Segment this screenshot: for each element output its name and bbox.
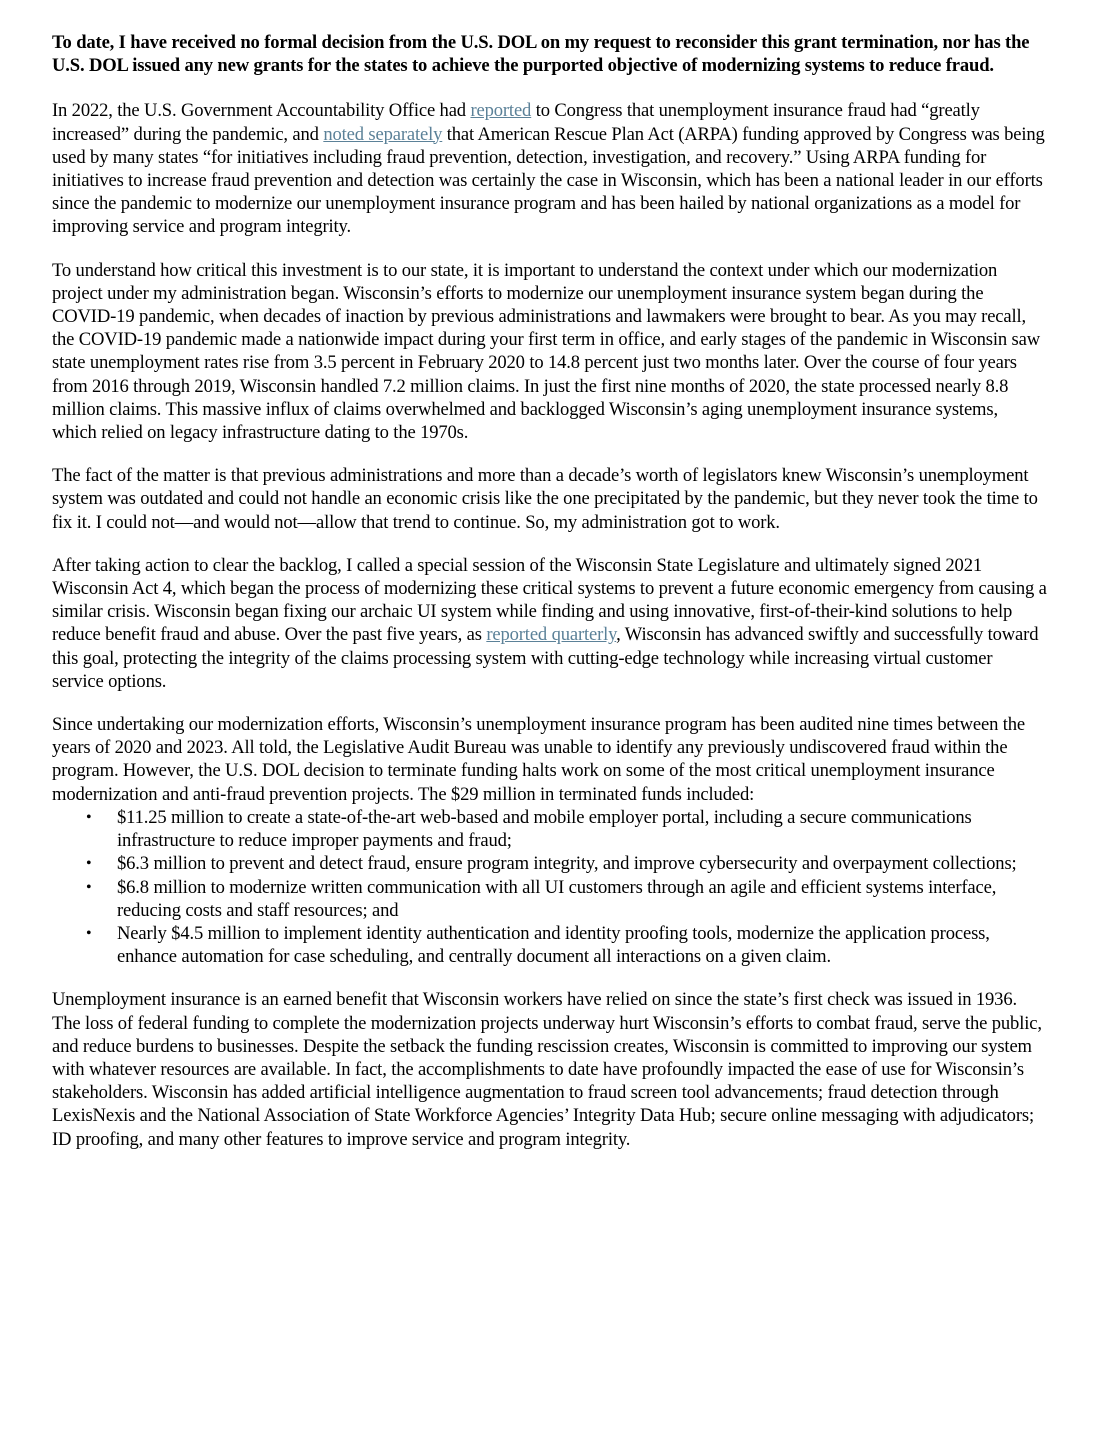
list-item-text: $6.3 million to prevent and detect fraud, ensure program integrity, and improve cybersecurity and overpayment collections; <box>117 853 1017 875</box>
paragraph-earned-benefit: Unemployment insurance is an earned benefit that Wisconsin workers have relied on since the state’s first check was issued in 1936. The loss of federal funding to complete the modernization projects underway hurt Wisconsin’s efforts to combat fraud, serve the public, and reduce burdens to businesses. Despite the setback the funding rescission creates, Wisconsin is committed to improving our system with whatever resources are available. In fact, the accomplishments to date have profoundly impacted the ease of use for Wisconsin’s stakeholders. Wisconsin has added artificial intelligence augmentation to fraud screen tool advancements; fraud detection through LexisNexis and the National Association of State Workforce Agencies’ Integrity Data Hub; secure online messaging with adjudicators; ID proofing, and many other features to improve service and program integrity. <box>52 989 1042 1150</box>
paragraph-audits: Since undertaking our modernization efforts, Wisconsin’s unemployment insurance program has been audited nine times between the years of 2020 and 2023. All told, the Legislative Audit Bureau was unable to identify any previously undiscovered fraud within the program. However, the U.S. DOL decision to terminate funding halts work on some of the most critical unemployment insurance modernization and anti-fraud prevention projects. The $29 million in terminated funds included: <box>52 714 1025 805</box>
reported-link[interactable]: reported <box>470 100 532 122</box>
paragraph-modernization-context: To understand how critical this investment is to our state, it is important to understand the context under which our modernization project under my administration began. Wisconsin’s efforts to modernize our unemployment insurance system began during the COVID-19 pandemic, when decades of inaction by previous administrations and lawmakers were brought to bear. As you may recall, the COVID-19 pandemic made a nationwide impact during your first term in office, and early stages of the pandemic in Wisconsin saw state unemployment rates rise from 3.5 percent in February 2020 to 14.8 percent just two months later. Over the course of four years from 2016 through 2019, Wisconsin handled 7.2 million claims. In just the first nine months of 2020, the state processed nearly 8.8 million claims. This massive influx of claims overwhelmed and backlogged Wisconsin’s aging unemployment insurance systems, which relied on legacy infrastructure dating to the 1970s. <box>52 259 1041 444</box>
list-item <box>52 852 1047 875</box>
bold-paragraph-no-decision: To date, I have received no formal decision from the U.S. DOL on my request to reconsider this grant termination, nor has the U.S. DOL issued any new grants for the states to achieve the purported objective of modernizing systems to reduce fraud. <box>52 32 1030 77</box>
terminated-funds-list <box>52 806 1047 968</box>
bullet-icon: • <box>86 878 92 896</box>
list-item <box>52 806 1047 852</box>
reported-quarterly-link[interactable]: reported quarterly <box>486 624 617 646</box>
paragraph-previous-administrations: The fact of the matter is that previous administrations and more than a decade’s worth of legislators knew Wisconsin’s unemployment system was outdated and could not handle an economic crisis like the one precipitated by the pandemic, but they never took the time to fix it. I could not—and would not—allow that trend to continue. So, my administration got to work. <box>52 465 1038 533</box>
list-item <box>52 876 1047 922</box>
bullet-icon: • <box>86 808 92 826</box>
noted-separately-link[interactable]: noted separately <box>323 123 443 145</box>
paragraph-text: to Congress that unemployment insurance fraud had “greatly increased” during the pandemic, and <box>52 100 980 145</box>
bullet-icon: • <box>86 855 92 873</box>
paragraph-gao-report <box>52 99 1047 238</box>
list-item-text: $11.25 million to create a state-of-the-art web-based and mobile employer portal, including a secure communications infrastructure to reduce improper payments and fraud; <box>117 806 972 852</box>
paragraph-text: After taking action to clear the backlog, I called a special session of the Wisconsin State Legislature and ultimately signed 2021 Wisconsin Act 4, which began the process of modernizing these critical systems to prevent a future economic emergency from causing a similar crisis. Wisconsin began fixing our archaic UI system while finding and using innovative, first-of-their-kind solutions to help reduce benefit fraud and abuse. Over the past five years, as <box>52 554 1047 646</box>
paragraph-text: , Wisconsin has advanced swiftly and successfully toward this goal, protecting the integrity of the claims processing system with cutting-edge technology while increasing virtual customer service options. <box>52 624 1039 692</box>
paragraph-text: that American Rescue Plan Act (ARPA) funding approved by Congress was being used by many states “for initiatives including fraud prevention, detection, investigation, and recovery.” Using ARPA funding for initiatives to increase fraud prevention and detection was certainly the case in Wisconsin, which has been a national leader in our efforts since the pandemic to modernize our unemployment insurance program and has been hailed by national organizations as a model for improving service and program integrity. <box>52 123 1045 238</box>
list-item <box>52 922 1047 968</box>
bullet-icon: • <box>86 924 92 942</box>
list-item-text: $6.8 million to modernize written communication with all UI customers through an agile and efficient systems interface, reducing costs and staff resources; and <box>117 876 997 921</box>
list-item-text: Nearly $4.5 million to implement identity authentication and identity proofing tools, modernize the application process, enhance automation for case scheduling, and centrally document all interactions on a given claim. <box>117 922 990 968</box>
paragraph-text: In 2022, the U.S. Government Accountability Office had <box>52 100 471 122</box>
paragraph-special-session <box>52 554 1047 693</box>
